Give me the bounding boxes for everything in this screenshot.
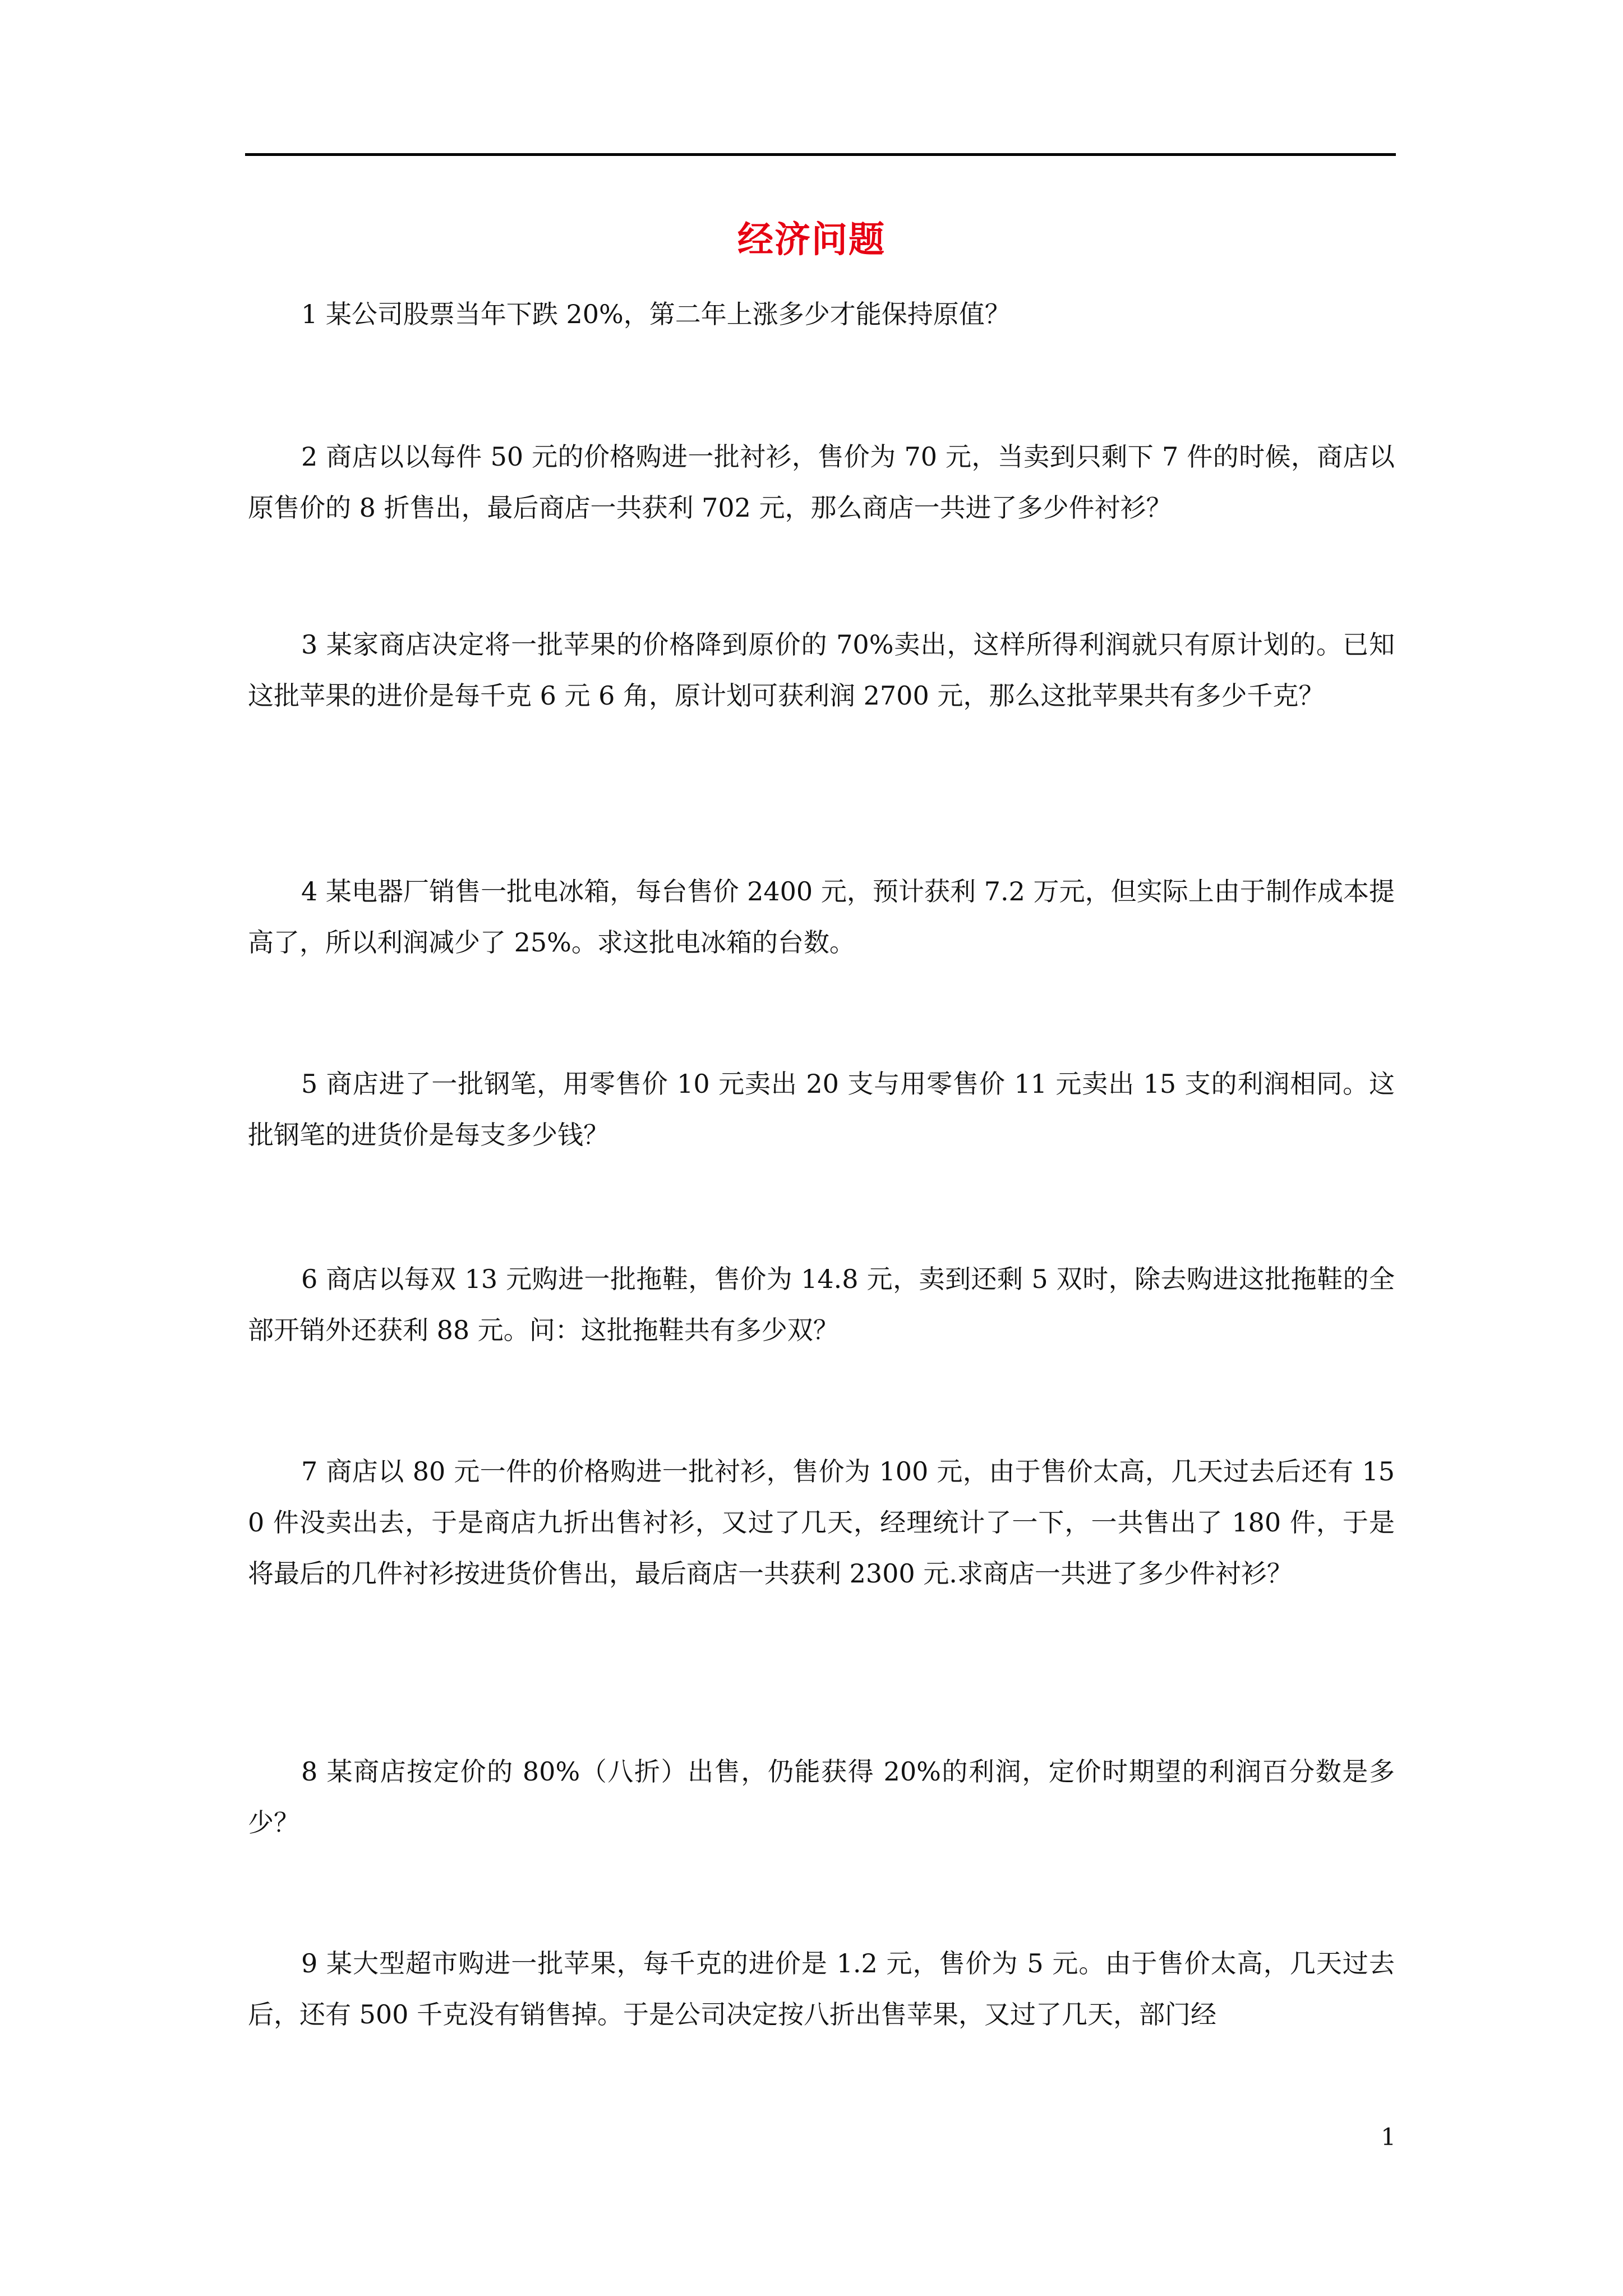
page-number: 1 xyxy=(1381,2123,1396,2151)
question-9: 9 某大型超市购进一批苹果，每千克的进价是 1.2 元，售价为 5 元。由于售价太高，几天过去后，还有 500 千克没有销售掉。于是公司决定按八折出售苹果，又过了几天，部门经 xyxy=(248,1948,1395,2030)
header-rule xyxy=(245,153,1396,156)
question-4: 4 某电器厂销售一批电冰箱，每台售价 2400 元，预计获利 7.2 万元，但实际上由于制作成本提高了，所以利润减少了 25%。求这批电冰箱的台数。 xyxy=(248,876,1395,958)
question-6: 6 商店以每双 13 元购进一批拖鞋，售价为 14.8 元，卖到还剩 5 双时，除去购进这批拖鞋的全部开销外还获利 88 元。问：这批拖鞋共有多少双？ xyxy=(248,1264,1395,1345)
question-5: 5 商店进了一批钢笔，用零售价 10 元卖出 20 支与用零售价 11 元卖出 15 支的利润相同。这批钢笔的进货价是每支多少钱？ xyxy=(248,1069,1395,1150)
question-1: 1 某公司股票当年下跌 20%，第二年上涨多少才能保持原值？ xyxy=(301,299,1011,329)
question-8: 8 某商店按定价的 80%（八折）出售，仍能获得 20%的利润，定价时期望的利润百分数是多少？ xyxy=(248,1756,1395,1838)
question-2: 2 商店以以每件 50 元的价格购进一批衬衫，售价为 70 元，当卖到只剩下 7 件的时候，商店以原售价的 8 折售出，最后商店一共获利 702 元，那么商店一共进了多少件衬衫？ xyxy=(248,441,1395,523)
question-7: 7 商店以 80 元一件的价格购进一批衬衫，售价为 100 元，由于售价太高，几天过去后还有 150 件没卖出去，于是商店九折出售衬衫，又过了几天，经理统计了一下，一共售出了 180 件，于是将最后的几件衬衫按进货价售出，最后商店一共获利 2300 元.求商店一共进了多少件衬衫？ xyxy=(248,1456,1395,1589)
question-3: 3 某家商店决定将一批苹果的价格降到原价的 70%卖出，这样所得利润就只有原计划的。已知这批苹果的进价是每千克 6 元 6 角，原计划可获利润 2700 元，那么这批苹果共有多少千克？ xyxy=(248,629,1395,711)
page-title: 经济问题 xyxy=(737,219,886,261)
